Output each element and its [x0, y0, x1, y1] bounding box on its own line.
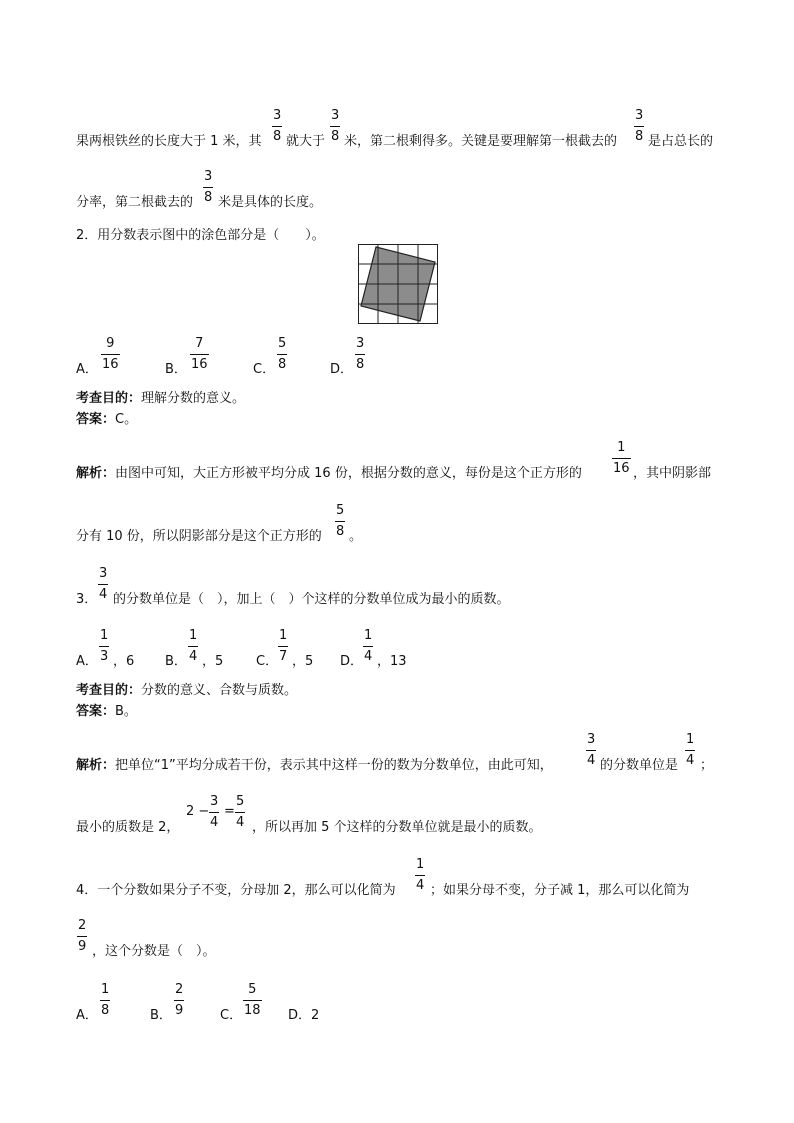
fraction: 9 16 [102, 336, 119, 372]
grid-lines [358, 244, 438, 324]
q4-option-a[interactable]: A． [76, 1008, 98, 1023]
q3-purpose: 考查目的：分数的意义、合数与质数。 [76, 683, 298, 698]
q2-analysis-1-tail: ，其中阴影部 [633, 466, 712, 481]
q3-option-b[interactable]: B． [165, 654, 187, 669]
intro-text-a: 果两根铁丝的长度大于 1 米，其 [76, 134, 262, 149]
fraction: 5 8 [336, 503, 345, 539]
q2-option-d[interactable]: D． [330, 362, 354, 377]
fraction: 1 8 [101, 982, 110, 1018]
fraction: 3 8 [356, 336, 365, 372]
q2-purpose: 考查目的：理解分数的意义。 [76, 391, 246, 406]
intro-line-2: 分率，第二根截去的 [76, 195, 194, 210]
q3-option-c[interactable]: C． [256, 654, 279, 669]
fraction: 2 9 [78, 918, 87, 954]
q3-option-b-tail: ，5 [202, 654, 224, 669]
fraction: 1 4 [416, 857, 425, 893]
q3-analysis-2: 最小的质数是 2， [76, 820, 180, 835]
q2-analysis-2: 分有 10 份，所以阴影部分是这个正方形的 [76, 529, 322, 544]
q4-option-c[interactable]: C． [220, 1008, 243, 1023]
q3-number: 3． [76, 592, 98, 607]
q4-stem-1-tail: ；如果分母不变，分子减 1，那么可以化简为 [430, 883, 690, 898]
fraction: 1 4 [189, 628, 198, 664]
q4-option-b[interactable]: B． [150, 1008, 172, 1023]
q2-grid-figure [358, 244, 438, 324]
q3-option-d[interactable]: D． [340, 654, 364, 669]
equation-left: 2 − [186, 804, 210, 819]
intro-text-b: 就大于 [286, 134, 326, 149]
fraction: 1 4 [364, 628, 373, 664]
intro-line-1 [76, 134, 262, 150]
fraction: 5 4 [236, 794, 245, 830]
fraction: 1 16 [613, 440, 630, 476]
q2-stem: 2．用分数表示图中的涂色部分是（ ）。 [76, 228, 325, 243]
q3-option-a[interactable]: A． [76, 654, 98, 669]
q2-analysis-1: 解析：由图中可知，大正方形被平均分成 16 份，根据分数的意义，每份是这个正方形的 [76, 466, 582, 481]
q3-analysis-1-tail: ； [700, 758, 714, 773]
fraction: 3 4 [99, 566, 108, 602]
q4-stem-1: 4．一个分数如果分子不变，分母加 2，那么可以化简为 [76, 883, 396, 898]
q3-option-d-tail: ，13 [377, 654, 407, 669]
q3-stem: 的分数单位是（ ），加上（ ）个这样的分数单位成为最小的质数。 [113, 592, 510, 607]
q2-answer: 答案：C。 [76, 412, 138, 427]
q2-option-c[interactable]: C． [253, 362, 276, 377]
intro-text-b2: 米是具体的长度。 [218, 195, 323, 210]
fraction: 3 8 [635, 108, 644, 144]
q3-analysis-1: 解析：把单位“1”平均分成若干份，表示其中这样一份的数为分数单位，由此可知， [76, 758, 553, 773]
q2-option-b[interactable]: B． [165, 362, 187, 377]
intro-text-c: 米，第二根剩得多。关键是要理解第一根截去的 [344, 134, 618, 149]
fraction: 3 8 [331, 108, 340, 144]
q2-option-a[interactable]: A． [76, 362, 98, 377]
q3-option-a-tail: ，6 [113, 654, 135, 669]
q2-analysis-2-tail: 。 [349, 529, 363, 544]
q3-answer: 答案：B。 [76, 704, 137, 719]
fraction: 7 16 [191, 336, 208, 372]
q3-analysis-2-tail: ，所以再加 5 个这样的分数单位就是最小的质数。 [252, 820, 542, 835]
fraction: 3 4 [210, 794, 219, 830]
fraction: 3 8 [273, 108, 282, 144]
fraction: 5 18 [244, 982, 261, 1018]
fraction: 3 8 [204, 169, 213, 205]
fraction: 1 7 [279, 628, 288, 664]
q3-analysis-1-mid: 的分数单位是 [600, 758, 679, 773]
fraction: 5 8 [278, 336, 287, 372]
q3-option-c-tail: ，5 [292, 654, 314, 669]
q4-option-d[interactable]: D．2 [288, 1008, 320, 1023]
q4-stem-2: ，这个分数是（ ）。 [92, 944, 216, 959]
fraction: 1 3 [100, 628, 109, 664]
intro-text-d: 是占总长的 [648, 134, 714, 149]
fraction: 2 9 [175, 982, 184, 1018]
fraction: 1 4 [686, 732, 695, 768]
fraction: 3 4 [587, 732, 596, 768]
equals-sign: = [224, 804, 235, 819]
